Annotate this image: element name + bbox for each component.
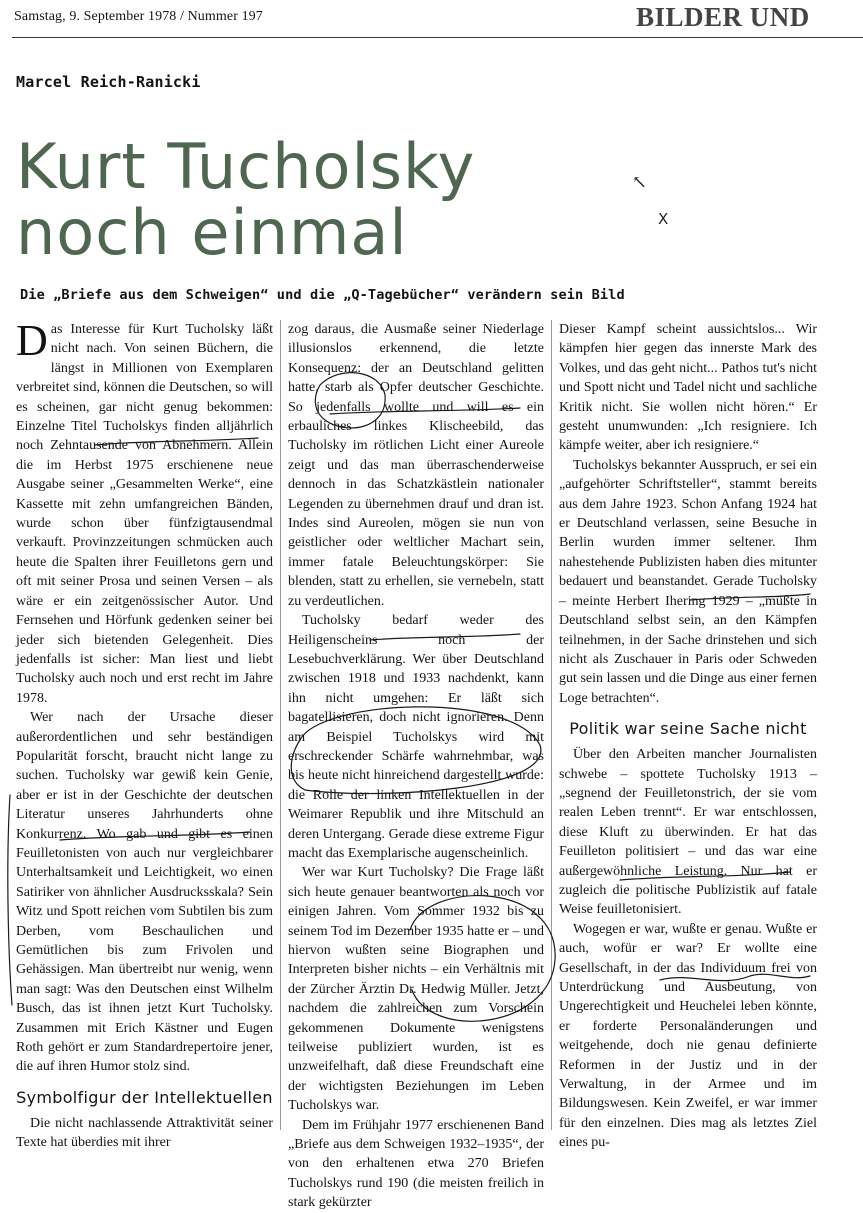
drop-cap: D [16, 316, 48, 365]
author-byline: Marcel Reich-Ranicki [16, 73, 201, 91]
issue-date: Samstag, 9. September 1978 / Nummer 197 [14, 9, 263, 24]
article-column-2 [288, 320, 544, 1211]
paragraph: Dieser Kampf scheint aussichtslos... Wir kämpfen hier gegen das innerste Mark des Volkes, und das geht nicht... Pathos tut's nicht und Spott nicht und Tadel nicht und sachliche Kritik nicht. Sie wollen nicht hören.“ Er gesteht unumwunden: „Ich resigniere. Ich kämpfe weiter, aber ich resigniere.“ [559, 322, 817, 454]
paragraph: Wer war Kurt Tucholsky? Die Frage läßt sich heute genauer beantworten als noch vor einigen Jahren. Vom Sommer 1932 bis zu seinem Tod im Dezember 1935 hatte er – und hiervon wußten seine Biographen und Interpreten bisher nichts – ein Verhältnis mit der Zürcher Ärztin Dr. Hedwig Müller. Jetzt, nachdem die zahlreichen zum Vorschein gekommenen Dokumente wenigstens teilweise publiziert wurden, ist es unzweifelhaft, daß diese Freundschaft eine der wichtigsten Beziehungen im Leben Tucholskys war. [288, 865, 544, 1114]
headline-line-1: Kurt Tucholsky [16, 130, 476, 203]
paragraph: Über den Arbeiten mancher Journalisten schwebe – spottete Tucholsky 1913 – „segnend der Feuilletonstrich, der sie vom realen Leben trennt“. Er war entschlossen, diese Kluft zu überwinden. Er hat das Feuilleton politisiert – und das war eine außergewöhnliche Leistung. Nur hat er zugleich die politische Publizistik auf fatale Weise feuilletonisiert. [559, 747, 817, 918]
paragraph: Tucholsky bedarf weder des Heiligenscheins noch der Lesebuchverklärung. Wer über Deutschland zwischen 1918 und 1933 nachdenkt, kann ihn nicht umgehen: Er läßt sich bagatellisieren, doch nicht ignorieren. Denn am Beispiel Tucholskys wird mit erschreckender Schärfe wahrnehmbar, was bis heute nicht hinreichend dargestellt wurde: die Rolle der linken Intellektuellen in der Weimarer Republik und ihre Mitschuld an deren Untergang. Gerade diese extreme Figur macht das Exemplarische augenscheinlich. [288, 613, 544, 861]
article-column-3 [559, 320, 817, 1151]
paragraph: Tucholskys bekannter Ausspruch, er sei ein „aufgehörter Schriftsteller“, stammt bereits aus dem Jahre 1923. Schon Anfang 1924 hat er Deutschland verlassen, seine Besuche in Berlin wurden immer seltener. Ihm nahestehende Publizisten haben dies mitunter bedauert und beanstandet. Gerade Tucholsky – meinte Herbert Ihering 1929 – „müßte in Deutschland selbst sein, an den Kämpfen teilnehmen, in der Sache drinstehen und sich nicht als Zuschauer in Paris oder Schweden gut sein lassen und die Dinge aus einer fernen Loge betrachten“. [559, 457, 817, 706]
paragraph: Dem im Frühjahr 1977 erschienenen Band „Briefe aus dem Schweigen 1932–1935“, der von den erhaltenen etwa 270 Briefen Tucholskys rund 190 (die meisten freilich in stark gekürzter [288, 1117, 544, 1211]
paragraph-text: as Interesse für Kurt Tucholsky läßt nicht nach. Von seinen Büchern, die längst in Millionen von Exemplaren verbreitet sind, können die Deutschen, so will es scheinen, gar nicht genug bekommen: Einzelne Titel Tucholskys finden alljährlich noch Zehntausende von Abnehmern. Allein die im Herbst 1975 erschienene neue Ausgabe seiner „Gesammelten Werke“, eine Kassette mit zehn umfangreichen Bänden, wurde schon über fünfzigtausendmal verkauft. Provinzzeitungen schmücken auch heute die Spalten ihrer Feuilletons gern und oft mit seiner Prosa und seinen Versen – als wäre er ein zeitgenössischer Autor. Und Fernsehen und Hörfunk gedenken seiner bei jeder sich bietenden Gelegenheit. Dies jedenfalls ist sicher: Man liest und liebt Tucholsky auch noch und erst recht im Jahre 1978. [16, 322, 273, 706]
arrow-mark: ↖ [632, 172, 648, 192]
column-divider [551, 320, 552, 1130]
subheading: Symbolfigur der Intellektuellen [16, 1087, 273, 1107]
paragraph: Die nicht nachlassende Attraktivität seiner Texte hat überdies mit ihrer [16, 1115, 273, 1151]
masthead-rule [12, 37, 863, 38]
x-mark: X [658, 210, 669, 228]
paragraph: Wer nach der Ursache dieser außerordentlichen und sehr beständigen Popularität forscht, braucht nicht lange zu suchen. Tucholsky war gewiß kein Genie, aber er ist in der Geschichte der deutschen Literatur unseres Jahrhunderts ohne Konkurrenz. Wo gab und gibt es einen Feuilletonisten von auch nur vergleichbarer Unterhaltsamkeit und Leichtigkeit, wo einen Satiriker von ähnlicher Ausdrucksskala? Sein Witz und Spott reichen vom Subtilen bis zum Derben, vom Beschaulichen und Gemütlichen bis zum Frivolen und Gehässigen. Man übertreibt nur wenig, wenn man sagt: Was den Deutschen einst Wilhelm Busch, das ist ihnen jetzt Kurt Tucholsky. Zusammen mit Erich Kästner und Eugen Roth gehört er zum Standardrepertoire jener, die auf ihren Humor stolz sind. [16, 710, 273, 1075]
paragraph: Wogegen er war, wußte er genau. Wußte er auch, wofür er war? Er wollte eine Gesellschaft, in der das Individuum frei von Unterdrückung und Ausbeutung, von Ungerechtigkeit und Heuchelei leben könnte, er forderte Personaländerungen und weitgehende, doch nie genau definierte Reformen in der Justiz und in der Verwaltung, in der Armee und im Bildungswesen. Kein Zweifel, er war immer für den einzelnen. Dies mag als letztes Ziel eines pu- [559, 921, 817, 1151]
column-divider [280, 320, 281, 1130]
subheading: Politik war seine Sache nicht [569, 719, 807, 739]
section-title: BILDER UND [636, 2, 810, 32]
paragraph [16, 316, 273, 708]
article-column-1 [16, 316, 273, 1151]
headline [16, 130, 476, 269]
subtitle: Die „Briefe aus dem Schweigen“ und die „Q-Tagebücher“ verändern sein Bild [20, 287, 625, 303]
headline-line-2: noch einmal [16, 196, 408, 269]
paragraph: zog daraus, die Ausmaße seiner Niederlage illusionslos erkennend, die letzte Konsequenz: der an Deutschland gelitten hatte, starb als Opfer deutscher Geschichte. So jedenfalls wollte und will es ein erbauliches linkes Klischeebild, das Tucholsky im rötlichen Licht einer Aureole zeigt und das man überraschenderweise dennoch in das Schatzkästlein nationaler Legenden zu übernehmen drauf und dran ist. Indes sind Aureolen, mögen sie nun von geistlicher oder weltlicher Machart sein, immer fatale Beleuchtungskörper: Sie blenden, statt zu erhellen, sie vernebeln, statt zu verdeutlichen. [288, 322, 544, 609]
margin-bracket-line [8, 795, 12, 1005]
